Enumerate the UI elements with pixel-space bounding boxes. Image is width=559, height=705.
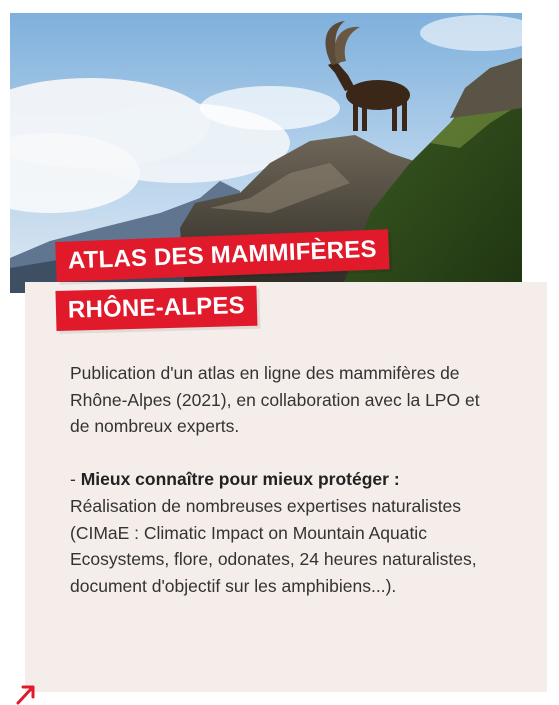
title-line-1: ATLAS DES MAMMIFÈRES xyxy=(55,229,389,282)
title-line-2: RHÔNE-ALPES xyxy=(55,286,257,331)
arrow-up-right-icon xyxy=(15,681,41,705)
description xyxy=(70,360,490,600)
bullet-paragraph xyxy=(70,466,490,600)
bullet-text: Réalisation de nombreuses expertises naturalistes (CIMaE : Climatic Impact on Mountain Aquatic Ecosystems, flore, odonates, 24 heures naturalistes, document d'objectif sur les amphibiens...). xyxy=(70,495,477,596)
bullet-heading: Mieux connaître pour mieux protéger : xyxy=(80,469,400,490)
bullet-prefix: - xyxy=(70,469,81,490)
intro-paragraph: Publication d'un atlas en ligne des mammifères de Rhône-Alpes (2021), en collaboration avec la LPO et de nombreux experts. xyxy=(70,363,480,437)
